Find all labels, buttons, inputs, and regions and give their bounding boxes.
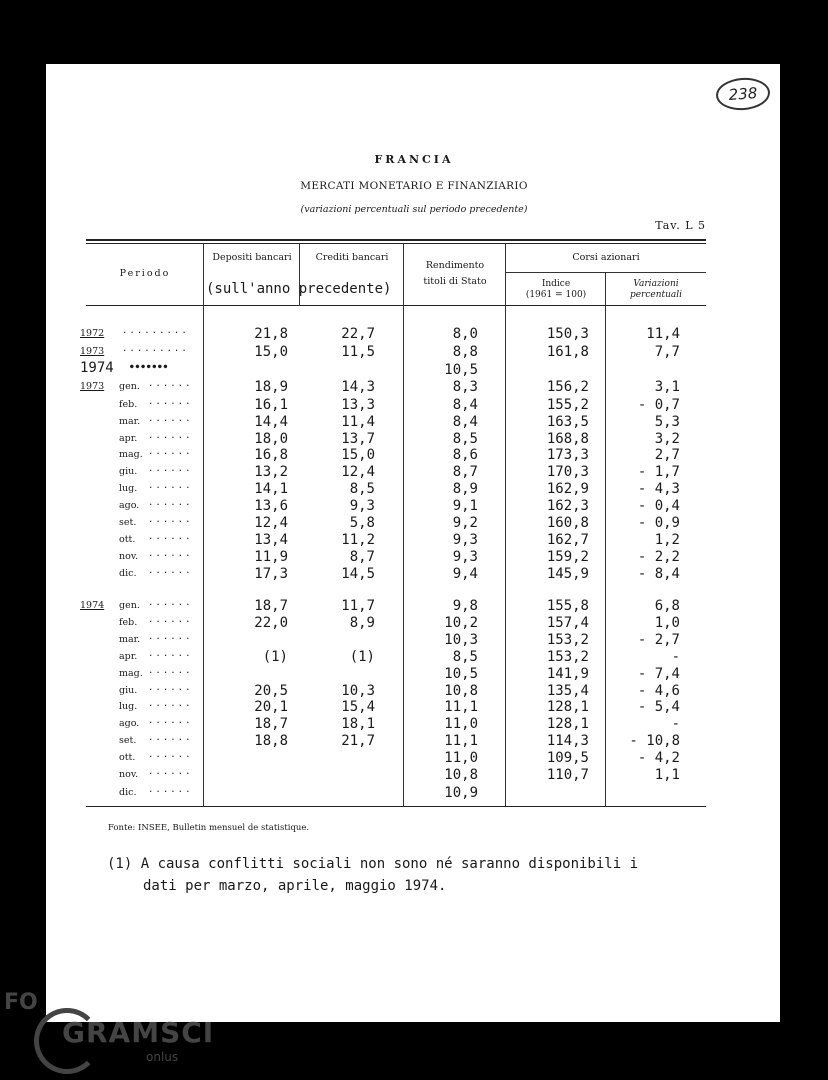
period-month: apr. — [119, 433, 138, 444]
cell-indice: 162,7 — [546, 532, 589, 548]
cell-rendimento: 8,5 — [452, 431, 478, 447]
cell-crediti: 15,4 — [341, 699, 375, 715]
table-top-rule — [86, 239, 706, 241]
period-month: dic. — [119, 568, 137, 579]
table-bottom-rule — [86, 806, 706, 807]
cell-variazioni: - 2,7 — [637, 632, 680, 648]
cell-depositi: 16,1 — [254, 397, 288, 413]
cell-depositi: 13,6 — [254, 498, 288, 514]
cell-crediti: 11,4 — [341, 414, 375, 430]
cell-crediti: 14,5 — [341, 566, 375, 582]
cell-crediti: 10,3 — [341, 683, 375, 699]
cell-indice: 141,9 — [546, 666, 589, 682]
period-month: dic. — [119, 787, 137, 798]
table-row — [0, 649, 828, 666]
cell-rendimento: 9,4 — [452, 566, 478, 582]
table-row — [0, 683, 828, 700]
cell-indice: 114,3 — [546, 733, 589, 749]
cell-crediti: 5,8 — [349, 515, 375, 531]
cell-rendimento: 9,3 — [452, 532, 478, 548]
footnote-line-2: dati per marzo, aprile, maggio 1974. — [143, 878, 447, 894]
cell-variazioni: - 10,8 — [629, 733, 680, 749]
period-month: ott. — [119, 752, 136, 763]
cell-rendimento: 11,1 — [444, 699, 478, 715]
cell-rendimento: 9,8 — [452, 598, 478, 614]
period-month: nov. — [119, 769, 139, 780]
cell-rendimento: 10,9 — [444, 785, 478, 801]
corsi-subheader-rule — [506, 272, 706, 273]
cell-variazioni: - — [671, 716, 680, 732]
leader-dots: ...... — [148, 549, 193, 559]
cell-rendimento: 10,2 — [444, 615, 478, 631]
cell-rendimento: 10,8 — [444, 767, 478, 783]
cell-rendimento: 11,1 — [444, 733, 478, 749]
cell-indice: 157,4 — [546, 615, 589, 631]
cell-rendimento: 8,6 — [452, 447, 478, 463]
cell-variazioni: - 0,4 — [637, 498, 680, 514]
cell-rendimento: 8,7 — [452, 464, 478, 480]
cell-depositi: 14,4 — [254, 414, 288, 430]
cell-depositi: 18,0 — [254, 431, 288, 447]
table-row — [0, 549, 828, 566]
leader-dots: ...... — [148, 498, 193, 508]
period-year: 1972 — [80, 328, 105, 339]
cell-rendimento: 10,5 — [444, 666, 478, 682]
cell-variazioni: - 5,4 — [637, 699, 680, 715]
cell-indice: 161,8 — [546, 344, 589, 360]
logo-text-fo: FO — [4, 990, 38, 1015]
cell-crediti: 12,4 — [341, 464, 375, 480]
table-row — [0, 379, 828, 396]
table-row — [0, 447, 828, 464]
table-row — [0, 397, 828, 414]
period-month: gen. — [119, 600, 140, 611]
cell-crediti: 11,5 — [341, 344, 375, 360]
page-number-stamp: 238 — [715, 76, 771, 112]
table-row — [0, 767, 828, 784]
cell-variazioni: - 7,4 — [637, 666, 680, 682]
leader-dots: ...... — [148, 532, 193, 542]
leader-dots: ......... — [122, 326, 189, 336]
header-variazioni-2: percentuali — [629, 290, 683, 300]
cell-variazioni: 7,7 — [654, 344, 680, 360]
cell-indice: 155,2 — [546, 397, 589, 413]
cell-crediti: (1) — [349, 649, 375, 665]
leader-dots: ...... — [148, 515, 193, 525]
cell-variazioni: - 0,9 — [637, 515, 680, 531]
cell-rendimento: 9,3 — [452, 549, 478, 565]
cell-depositi: 18,8 — [254, 733, 288, 749]
cell-indice: 156,2 — [546, 379, 589, 395]
cell-depositi: 20,1 — [254, 699, 288, 715]
cell-indice: 153,2 — [546, 632, 589, 648]
cell-rendimento: 9,1 — [452, 498, 478, 514]
leader-dots: ...... — [148, 414, 193, 424]
cell-crediti: 22,7 — [341, 326, 375, 342]
cell-crediti: 14,3 — [341, 379, 375, 395]
header-sull-anno: (sull'anno precedente) — [206, 281, 392, 297]
cell-depositi: 22,0 — [254, 615, 288, 631]
table-row — [0, 515, 828, 532]
cell-crediti: 8,5 — [349, 481, 375, 497]
header-periodo: Periodo — [119, 268, 171, 279]
leader-dots: ......... — [122, 344, 189, 354]
leader-dots: ...... — [148, 699, 193, 709]
header-indice-2: (1961 = 100) — [525, 290, 587, 300]
table-row — [0, 632, 828, 649]
cell-rendimento: 8,3 — [452, 379, 478, 395]
table-row — [0, 733, 828, 750]
logo-text-onlus: onlus — [146, 1050, 179, 1064]
cell-variazioni: 3,2 — [654, 431, 680, 447]
cell-rendimento: 8,0 — [452, 326, 478, 342]
cell-variazioni: 3,1 — [654, 379, 680, 395]
cell-rendimento: 10,8 — [444, 683, 478, 699]
leader-dots: ...... — [148, 447, 193, 457]
table-row — [0, 598, 828, 615]
cell-variazioni: 6,8 — [654, 598, 680, 614]
period-month: apr. — [119, 651, 138, 662]
footnote — [107, 853, 727, 897]
leader-dots: ...... — [148, 379, 193, 389]
page-title: FRANCIA — [374, 153, 454, 166]
cell-crediti: 18,1 — [341, 716, 375, 732]
cell-rendimento: 10,5 — [444, 362, 478, 378]
cell-rendimento: 8,4 — [452, 397, 478, 413]
cell-crediti: 21,7 — [341, 733, 375, 749]
cell-rendimento: 11,0 — [444, 716, 478, 732]
cell-indice: 163,5 — [546, 414, 589, 430]
period-month: mag. — [119, 449, 143, 460]
leader-dots: ...... — [148, 716, 193, 726]
table-row — [0, 566, 828, 583]
leader-dots: ...... — [148, 649, 193, 659]
header-crediti: Crediti bancari — [315, 252, 389, 263]
cell-crediti: 8,9 — [349, 615, 375, 631]
cell-depositi: 21,8 — [254, 326, 288, 342]
cell-indice: 145,9 — [546, 566, 589, 582]
leader-dots: ...... — [148, 683, 193, 693]
period-year: 1973 — [80, 346, 105, 357]
cell-variazioni: - 1,7 — [637, 464, 680, 480]
table-row — [0, 750, 828, 767]
period-month: mar. — [119, 634, 141, 645]
cell-depositi: 16,8 — [254, 447, 288, 463]
header-indice-1: Indice — [541, 279, 571, 289]
cell-depositi: 18,9 — [254, 379, 288, 395]
cell-rendimento: 10,3 — [444, 632, 478, 648]
cell-variazioni: - 0,7 — [637, 397, 680, 413]
cell-variazioni: - 4,6 — [637, 683, 680, 699]
period-month: feb. — [119, 617, 138, 628]
cell-indice: 159,2 — [546, 549, 589, 565]
table-row — [0, 431, 828, 448]
cell-variazioni: 11,4 — [646, 326, 680, 342]
leader-dots: ...... — [148, 566, 193, 576]
leader-dots: ...... — [148, 481, 193, 491]
leader-dots: ●●●●●●● — [130, 363, 170, 370]
period-month: nov. — [119, 551, 139, 562]
cell-crediti: 11,2 — [341, 532, 375, 548]
cell-crediti: 8,7 — [349, 549, 375, 565]
leader-dots: ...... — [148, 733, 193, 743]
header-corsi: Corsi azionari — [572, 252, 640, 263]
cell-variazioni: 1,2 — [654, 532, 680, 548]
leader-dots: ...... — [148, 632, 193, 642]
leader-dots: ...... — [148, 431, 193, 441]
cell-variazioni: - 8,4 — [637, 566, 680, 582]
table-row — [0, 414, 828, 431]
cell-depositi: 15,0 — [254, 344, 288, 360]
table-row — [0, 481, 828, 498]
leader-dots: ...... — [148, 767, 193, 777]
period-month: giu. — [119, 685, 138, 696]
table-header-rule — [86, 305, 706, 306]
header-rendimento-2: titoli di Stato — [423, 276, 487, 287]
period-year: 1974 — [80, 600, 105, 611]
cell-rendimento: 11,0 — [444, 750, 478, 766]
cell-rendimento: 9,2 — [452, 515, 478, 531]
table-row — [0, 699, 828, 716]
cell-crediti: 9,3 — [349, 498, 375, 514]
cell-variazioni: 1,0 — [654, 615, 680, 631]
cell-crediti: 15,0 — [341, 447, 375, 463]
cell-depositi: (1) — [262, 649, 288, 665]
cell-indice: 168,8 — [546, 431, 589, 447]
period-month: ott. — [119, 534, 136, 545]
cell-indice: 160,8 — [546, 515, 589, 531]
cell-depositi: 18,7 — [254, 716, 288, 732]
table-row — [0, 464, 828, 481]
table-row — [0, 615, 828, 632]
cell-crediti: 11,7 — [341, 598, 375, 614]
leader-dots: ...... — [148, 464, 193, 474]
cell-indice: 128,1 — [546, 716, 589, 732]
table-row — [0, 362, 828, 379]
table-row — [0, 666, 828, 683]
cell-rendimento: 8,8 — [452, 344, 478, 360]
period-year: 1973 — [80, 381, 105, 392]
cell-depositi: 11,9 — [254, 549, 288, 565]
cell-indice: 135,4 — [546, 683, 589, 699]
cell-indice: 162,9 — [546, 481, 589, 497]
cell-indice: 153,2 — [546, 649, 589, 665]
table-row — [0, 498, 828, 515]
cell-rendimento: 8,9 — [452, 481, 478, 497]
cell-depositi: 13,4 — [254, 532, 288, 548]
footnote-line-1: (1) A causa conflitti sociali non sono né saranno disponibili i — [107, 856, 639, 872]
leader-dots: ...... — [148, 397, 193, 407]
period-month: giu. — [119, 466, 138, 477]
cell-variazioni: - 4,3 — [637, 481, 680, 497]
cell-variazioni: 5,3 — [654, 414, 680, 430]
cell-depositi: 13,2 — [254, 464, 288, 480]
header-variazioni-1: Variazioni — [633, 279, 679, 289]
cell-depositi: 20,5 — [254, 683, 288, 699]
cell-variazioni: - 4,2 — [637, 750, 680, 766]
table-row — [0, 785, 828, 802]
leader-dots: ...... — [148, 785, 193, 795]
cell-rendimento: 8,5 — [452, 649, 478, 665]
cell-depositi: 17,3 — [254, 566, 288, 582]
table-row — [0, 716, 828, 733]
cell-depositi: 12,4 — [254, 515, 288, 531]
period-month: ago. — [119, 718, 140, 729]
cell-variazioni: - 2,2 — [637, 549, 680, 565]
table-row — [0, 344, 828, 361]
cell-indice: 150,3 — [546, 326, 589, 342]
leader-dots: ...... — [148, 615, 193, 625]
cell-indice: 110,7 — [546, 767, 589, 783]
cell-indice: 162,3 — [546, 498, 589, 514]
cell-indice: 109,5 — [546, 750, 589, 766]
cell-variazioni: 2,7 — [654, 447, 680, 463]
header-depositi: Depositi bancari — [212, 252, 292, 263]
cell-indice: 155,8 — [546, 598, 589, 614]
cell-variazioni: - — [671, 649, 680, 665]
table-reference: Tav. L 5 — [655, 219, 706, 232]
header-rendimento-1: Rendimento — [425, 260, 485, 271]
period-year: 1974 — [80, 360, 114, 376]
period-month: lug. — [119, 483, 138, 494]
cell-crediti: 13,3 — [341, 397, 375, 413]
cell-variazioni: 1,1 — [654, 767, 680, 783]
table-row — [0, 326, 828, 343]
leader-dots: ...... — [148, 598, 193, 608]
source-note: Fonte: INSEE, Bulletin mensuel de statistique. — [108, 823, 310, 833]
page-subtitle-italic: (variazioni percentuali sul periodo precedente) — [300, 204, 528, 215]
period-month: set. — [119, 517, 137, 528]
page-subtitle: MERCATI MONETARIO E FINANZIARIO — [300, 180, 528, 192]
cell-indice: 170,3 — [546, 464, 589, 480]
cell-crediti: 13,7 — [341, 431, 375, 447]
leader-dots: ...... — [148, 750, 193, 760]
period-month: ago. — [119, 500, 140, 511]
period-month: feb. — [119, 399, 138, 410]
cell-indice: 128,1 — [546, 699, 589, 715]
cell-depositi: 14,1 — [254, 481, 288, 497]
table-top-rule-thin — [86, 243, 706, 244]
logo-text-gramsci: GRAMSCI — [62, 1016, 215, 1049]
period-month: set. — [119, 735, 137, 746]
cell-rendimento: 8,4 — [452, 414, 478, 430]
leader-dots: ...... — [148, 666, 193, 676]
cell-depositi: 18,7 — [254, 598, 288, 614]
table-row — [0, 532, 828, 549]
period-month: lug. — [119, 701, 138, 712]
period-month: gen. — [119, 381, 140, 392]
period-month: mar. — [119, 416, 141, 427]
period-month: mag. — [119, 668, 143, 679]
cell-indice: 173,3 — [546, 447, 589, 463]
